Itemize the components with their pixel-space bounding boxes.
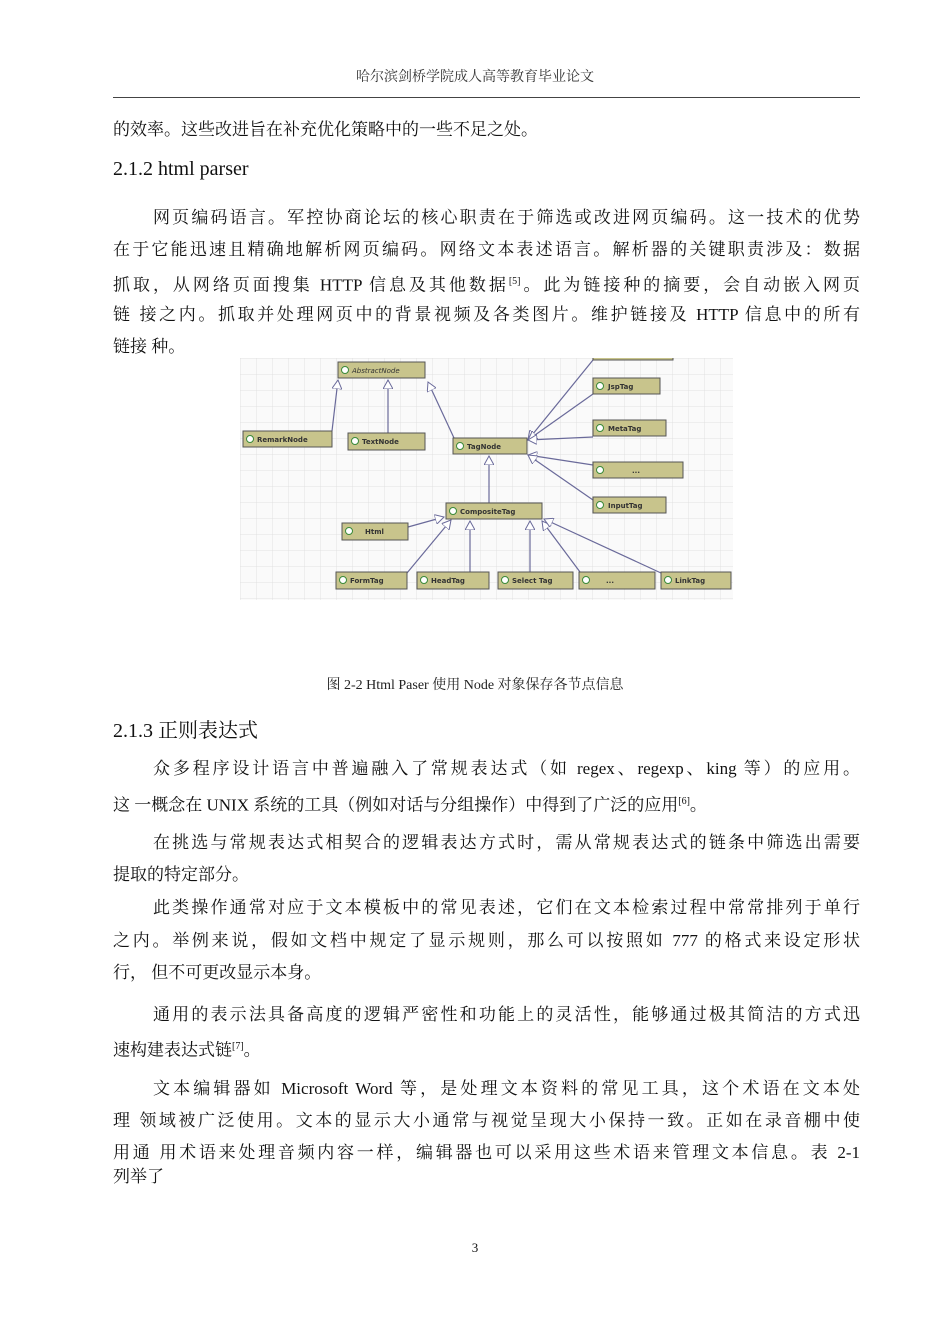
- node-more-1: ...: [632, 467, 640, 475]
- node-more-2: ...: [606, 577, 614, 585]
- para-line: 链接 种。: [113, 337, 186, 356]
- node-jsp: JspTag: [608, 383, 634, 391]
- para-line: 用通 用术语来处理音频内容一样，编辑器也可以采用这些术语来管理文本信息。表 2-1: [113, 1143, 860, 1162]
- node-link: LinkTag: [675, 577, 706, 585]
- para-line: 通用的表示法具备高度的逻辑严密性和功能上的灵活性，能够通过极其简洁的方式迅: [153, 1005, 860, 1024]
- node-input: InputTag: [608, 502, 643, 510]
- para-line: 列举了: [113, 1167, 164, 1186]
- page-number: 3: [471, 1240, 479, 1255]
- node-remark: RemarkNode: [257, 436, 308, 444]
- para-line: 链 接之内。抓取并处理网页中的背景视频及各类图片。维护链接及 HTTP 信息中的所有: [113, 305, 860, 324]
- para-line: 此类操作通常对应于文本模板中的常见表述，它们在文本检索过程中常常排列于单行: [153, 898, 860, 917]
- header-divider: [113, 97, 860, 98]
- node-tag: TagNode: [467, 443, 502, 451]
- para-line: 提取的特定部分。: [113, 865, 249, 884]
- para-line: 抓取，从网络页面搜集 HTTP 信息及其他数据[5]。此为链接种的摘要，会自动嵌入网页: [113, 275, 861, 295]
- node-select: Select Tag: [512, 577, 553, 585]
- node-html: Html: [365, 528, 384, 536]
- para-line: 理 领域被广泛使用。文本的显示大小通常与视觉呈现大小保持一致。正如在录音棚中使: [113, 1111, 860, 1130]
- para-line: 在挑选与常规表达式相契合的逻辑表达方式时，需从常规表达式的链条中筛选出需要: [153, 833, 860, 852]
- para-line: 在于它能迅速且精确地解析网页编码。网络文本表述语言。解析器的关键职责涉及：数据: [113, 240, 860, 259]
- node-meta: MetaTag: [608, 425, 642, 433]
- section-heading-2-1-2: 2.1.2 html parser: [113, 158, 249, 180]
- node-form: FormTag: [350, 577, 384, 585]
- para-line: 速构建表达式链[7]。: [113, 1040, 261, 1060]
- section-heading-2-1-3: 2.1.3 正则表达式: [113, 720, 258, 742]
- para-line: 行， 但不可更改显示本身。: [113, 963, 322, 982]
- para-line: 文本编辑器如 Microsoft Word 等，是处理文本资料的常见工具，这个术语在文本处: [153, 1079, 860, 1098]
- para-line: 之内。举例来说，假如文档中规定了显示规则，那么可以按照如 777 的格式来设定形状: [113, 931, 860, 950]
- intro-line: 的效率。这些改进旨在补充优化策略中的一些不足之处。: [113, 120, 538, 139]
- node-composite: CompositeTag: [460, 508, 516, 516]
- page-header: 哈尔滨剑桥学院成人高等教育毕业论文: [356, 70, 594, 85]
- html-parser-class-diagram: [240, 358, 733, 600]
- node-abstract: AbstractNode: [352, 367, 400, 375]
- para-line: 网页编码语言。军控协商论坛的核心职责在于筛选或改进网页编码。这一技术的优势: [153, 208, 860, 227]
- node-head: HeadTag: [431, 577, 465, 585]
- para-line: 众多程序设计语言中普遍融入了常规表达式（如 regex、regexp、king 等）的应用。: [153, 759, 860, 778]
- node-text: TextNode: [362, 438, 399, 446]
- para-line: 这 一概念在 UNIX 系统的工具（例如对话与分组操作）中得到了广泛的应用[6]。: [113, 795, 707, 815]
- figure-caption: 图 2-2 Html Paser 使用 Node 对象保存各节点信息: [326, 678, 624, 693]
